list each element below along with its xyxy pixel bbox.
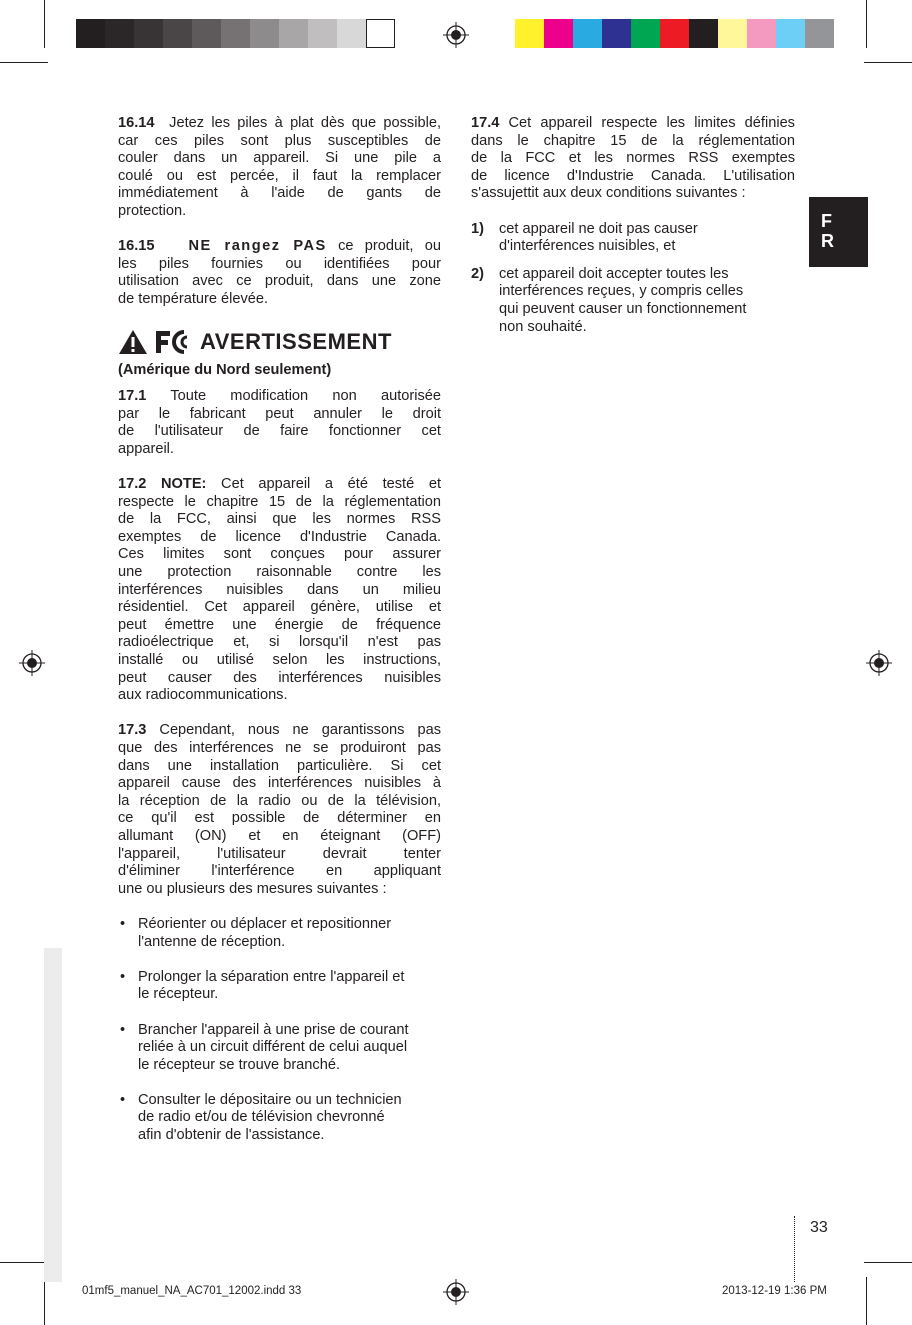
color-swatch [163, 19, 192, 48]
list-item: • Réorienter ou déplacer et repositionner l'antenne de réception. [120, 915, 392, 950]
list-item: 2) cet appareil doit accepter toutes les interférences reçues, y compris celles qui peuvent causer un fonctionnement non souhaité. [471, 265, 747, 335]
paragraph-17-2: 17.2 NOTE: Cet appareil a été testé et respecte le chapitre 15 de la réglementation de la FCC, ainsi que les normes RSS exemptes de licence d'Industrie Canada. Ces limites sont conçues pour assurer une protection raisonnable contre les interférences nuisibles dans un milieu résidentiel. Cet appareil génère, utilise et peut émettre une énergie de fréquence radioélectrique et, si lorsqu'il n'est pas installé ou utilisé selon les instructions, peut causer des interférences nuisibles aux radiocommunications. [118, 476, 441, 704]
margin-strip [44, 948, 62, 1282]
page-number: 33 [810, 1219, 828, 1236]
color-swatch [544, 19, 573, 48]
color-swatch [134, 19, 163, 48]
slug-date: 2013-12-19 1:36 PM [722, 1285, 827, 1297]
list-item: • Consulter le dépositaire ou un technicien de radio et/ou de télévision chevronné afin d'obtenir de l'assistance. [120, 1091, 402, 1144]
list-item: • Brancher l'appareil à une prise de courant reliée à un circuit différent de celui auquel le récepteur se trouve branché. [120, 1021, 409, 1073]
color-swatch [776, 19, 805, 48]
color-swatch [689, 19, 718, 48]
color-swatch [192, 19, 221, 48]
fcc-logo-icon [154, 329, 194, 355]
language-tab [809, 197, 868, 267]
warning-icon [118, 329, 148, 355]
color-swatch [279, 19, 308, 48]
page-number-guide [794, 1216, 795, 1282]
color-swatch [718, 19, 747, 48]
color-swatch [221, 19, 250, 48]
paragraph-17-4: 17.4 Cet appareil respecte les limites définies dans le chapitre 15 de la réglementation de la FCC et les normes RSS exemptes de licence d'Industrie Canada. L'utilisation s'assujettit aux deux conditions suivantes : [471, 115, 795, 202]
paragraph-16-14: 16.14 Jetez les piles à plat dès que possible, car ces piles sont plus susceptibles de couler dans un appareil. Si une pile a coulé ou est percée, il faut la remplacer immédiatement à l'aide de gants de protection. [118, 115, 441, 219]
left-column [118, 115, 441, 1145]
color-swatch [76, 19, 105, 48]
color-swatch [602, 19, 631, 48]
crop-mark [0, 62, 48, 63]
crop-mark [864, 62, 912, 63]
color-swatch [105, 19, 134, 48]
color-swatch [337, 19, 366, 48]
list-item: • Prolonger la séparation entre l'appareil et le récepteur. [120, 968, 405, 1003]
paragraph-17-3: 17.3 Cependant, nous ne garantissons pas que des interférences ne se produiront pas dans une installation particulière. Si cet appareil cause des interférences nuisibles à la réception de la radio ou de la télévision, ce qu'il est possible de déterminer en allumant (ON) et en éteignant (OFF) l'appareil, l'utilisateur devrait tenter d'éliminer l'interférence en appliquant une ou plusieurs des mesures suivantes : [118, 722, 441, 897]
registration-mark-icon [866, 650, 892, 676]
crop-mark [44, 0, 45, 48]
crop-mark [864, 1262, 912, 1263]
registration-mark-icon [443, 22, 469, 48]
crop-mark [0, 1262, 48, 1263]
language-tab-line1: F [821, 211, 832, 231]
language-tab-line2: R [821, 231, 834, 251]
color-swatch [573, 19, 602, 48]
crop-mark [866, 0, 867, 48]
warning-heading [118, 329, 441, 355]
color-swatch [631, 19, 660, 48]
warning-subtitle: (Amérique du Nord seulement) [118, 361, 332, 378]
crop-mark [866, 1277, 867, 1325]
crop-mark [44, 1277, 45, 1325]
color-swatch [805, 19, 834, 48]
color-swatch [366, 19, 395, 48]
right-column [471, 115, 795, 336]
list-item: 1) cet appareil ne doit pas causer d'interférences nuisibles, et [471, 220, 698, 255]
registration-mark-icon [443, 1279, 469, 1305]
registration-mark-icon [19, 650, 45, 676]
color-swatch [515, 19, 544, 48]
paragraph-17-1: 17.1 Toute modification non autorisée par le fabricant peut annuler le droit de l'utilisateur de faire fonctionner cet appareil. [118, 388, 441, 457]
paragraph-16-15: 16.15 NE rangez PAS ce produit, ou les piles fournies ou identifiées pour utilisation avec ce produit, dans une zone de température élevée. [118, 238, 442, 307]
slug-filename: 01mf5_manuel_NA_AC701_12002.indd 33 [82, 1285, 302, 1297]
color-swatch [308, 19, 337, 48]
color-swatch [747, 19, 776, 48]
warning-title: AVERTISSEMENT [200, 328, 392, 354]
color-swatch [250, 19, 279, 48]
color-swatch [660, 19, 689, 48]
